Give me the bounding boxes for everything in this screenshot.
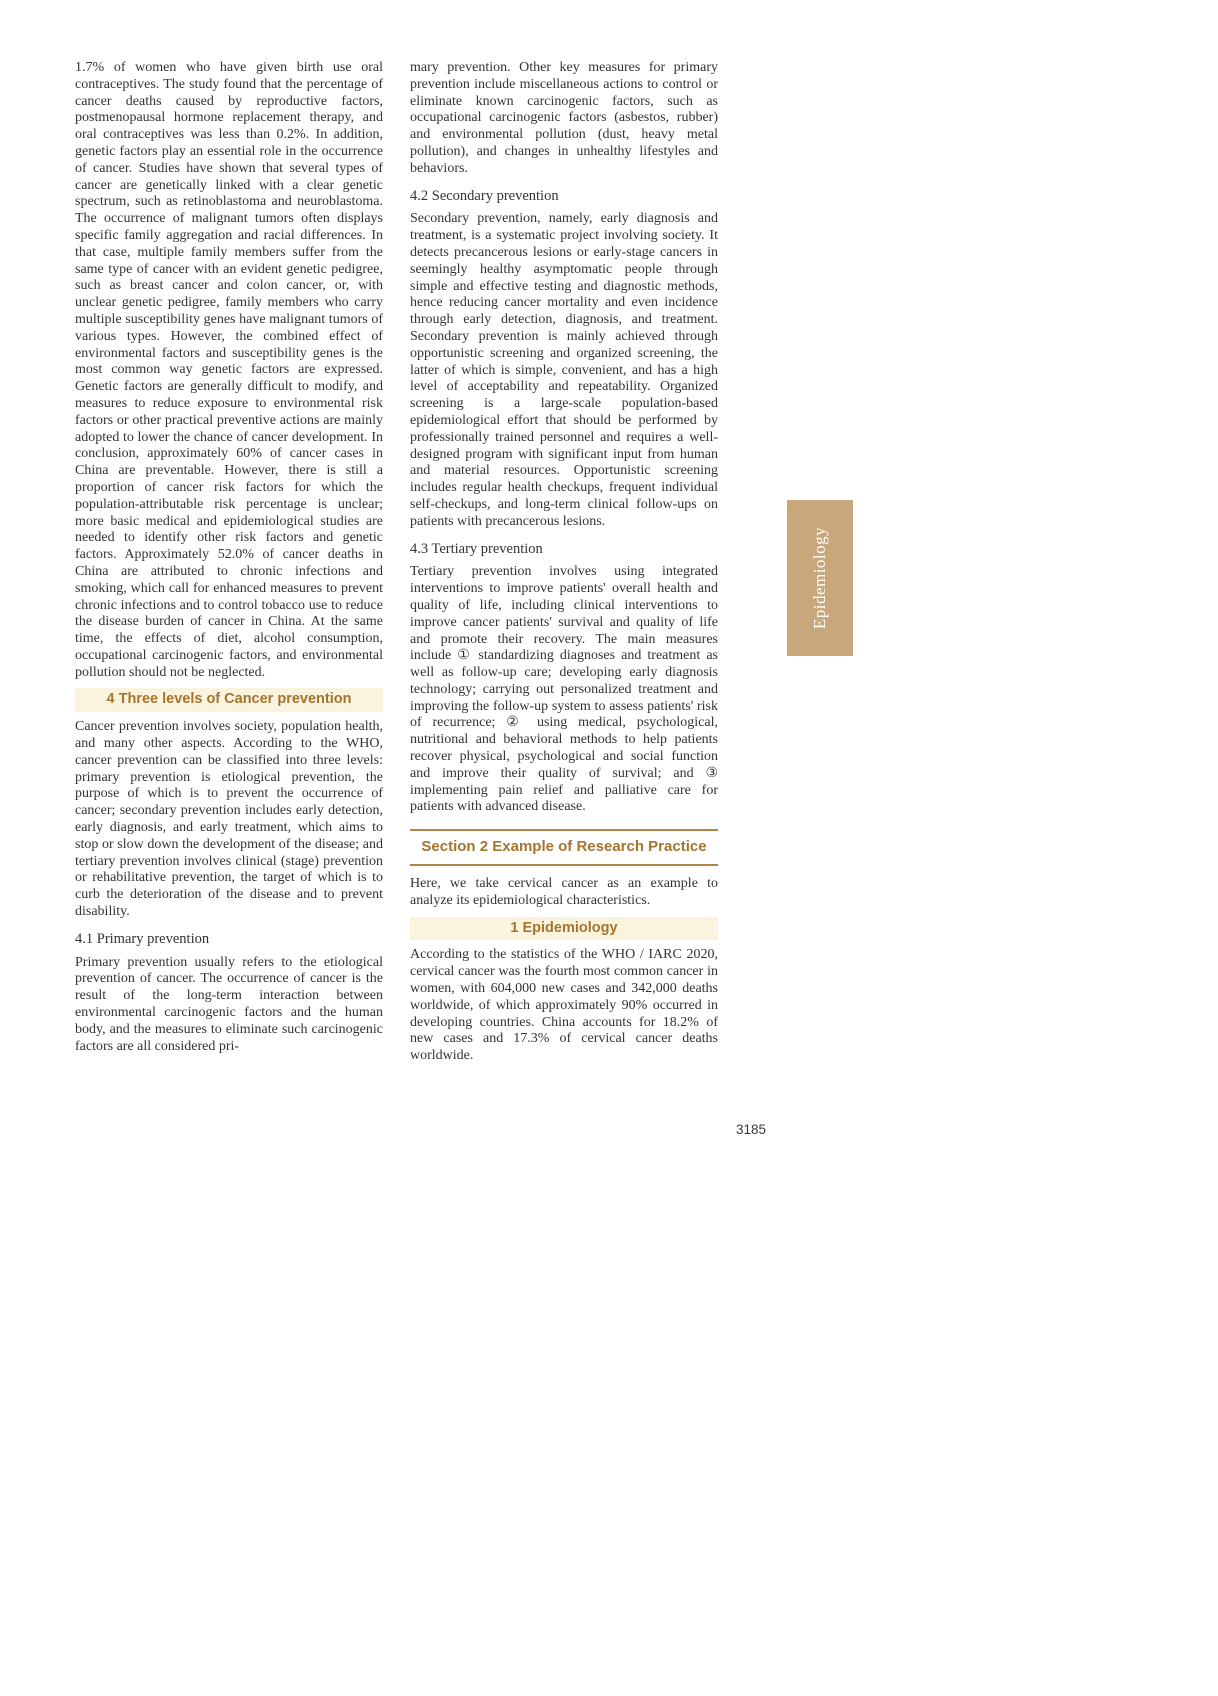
section-2-title: Section 2 Example of Research Practice: [410, 829, 718, 866]
chapter-side-tab: [787, 500, 853, 656]
heading-tertiary-prevention: 4.3 Tertiary prevention: [410, 540, 543, 557]
right-column: [410, 60, 718, 1070]
left-column: [75, 60, 383, 1060]
paragraph-secondary-prevention: Secondary prevention, namely, early diagnosis and treatment, is a systematic project involving society. It detects precancerous lesions or early-stage cancers in seemingly healthy asymptomatic people through simple and effective testing and diagnostic methods, hence reducing cancer mortality and even incidence through early detection, diagnosis, and treatment. Secondary prevention is mainly achieved through opportunistic screening and organized screening, the latter of which is simple, convenient, and has a high level of acceptability and repeatability. Organized screening is a large-scale population-based epidemiological effort that should be performed by professionally trained personnel and requires a well-designed program with significant input from human and material resources. Opportunistic screening includes regular health checkups, frequent individual self-checkups, and long-term clinical follow-ups on patients with precancerous lesions.: [410, 211, 718, 529]
page-number: 3185: [736, 1122, 767, 1137]
paragraph-tertiary-prevention: Tertiary prevention involves using integrated interventions to improve patients' overall health and quality of life, including clinical interventions to improve cancer patients' survival and quality of life and promote their recovery. The main measures include ① standardizing diagnoses and treatment as well as follow-up care; developing early diagnosis technology; carrying out personalized treatment and improving the follow-up system to assess patients' risk of recurrence; ② using medical, psychological, nutritional and behavioral methods to help patients recover physical, psychological and social function and improve their quality of survival; and ③ implementing pain relief and palliative care for patients with advanced disease.: [410, 564, 718, 815]
paragraph-genetic-factors: 1.7% of women who have given birth use oral contraceptives. The study found that the percentage of cancer deaths caused by reproductive factors, postmenopausal hormone replacement therapy, and oral contraceptives was less than 0.2%. In addition, genetic factors play an essential role in the occurrence of cancer. Studies have shown that several types of cancer are genetically linked with a clear genetic spectrum, such as retinoblastoma and neuroblastoma. The occurrence of malignant tumors often displays specific family aggregation and racial differences. In that case, multiple family members suffer from the same type of cancer with an evident genetic pedigree, such as breast cancer and colon cancer, or, with unclear genetic pedigree, family members who carry multiple susceptibility genes have malignant tumors of various types. However, the combined effect of environmental factors and susceptibility genes is the most common way genetic factors are expressed. Genetic factors are generally difficult to modify, and measures to reduce exposure to environmental risk factors or other practical preventive actions are mainly adopted to lower the chance of cancer development. In conclusion, approximately 60% of cancer cases in China are preventable. However, there is still a proportion of cancer risk factors for which the population-attributable risk percentage is unclear; more basic medical and epidemiological studies are needed to identify other risk factors and genetic factors. Approximately 52.0% of cancer deaths in China are attributed to chronic infections and smoking, which call for enhanced measures to prevent chronic infections and to control tobacco use to reduce the disease burden of cancer in China. At the same time, the effects of diet, alcohol consumption, occupational carcinogenic factors, and environmental pollution should not be neglected.: [75, 60, 383, 680]
heading-three-levels: 4 Three levels of Cancer prevention: [75, 688, 383, 712]
paragraph-primary-prevention-continued: mary prevention. Other key measures for primary prevention include miscellaneous actions to control or eliminate known carcinogenic factors, such as occupational carcinogenic factors (asbestos, rubber) and environmental pollution (dust, heavy metal pollution), and changes in unhealthy lifestyles and behaviors.: [410, 60, 718, 176]
heading-epidemiology: 1 Epidemiology: [410, 917, 718, 941]
paragraph-section-2-intro: Here, we take cervical cancer as an example to analyze its epidemiological characteristics.: [410, 876, 718, 908]
paragraph-primary-prevention: Primary prevention usually refers to the etiological prevention of cancer. The occurrence of cancer is the result of the long-term interaction between environmental carcinogenic factors and the human body, and the measures to eliminate such carcinogenic factors are all considered pri-: [75, 954, 383, 1054]
chapter-side-tab-label: Epidemiology: [810, 526, 830, 630]
paragraph-three-levels: Cancer prevention involves society, population health, and many other aspects. According to the WHO, cancer prevention can be classified into three levels: primary prevention is etiological prevention, the purpose of which is to prevent the occurrence of cancer; secondary prevention includes early detection, early diagnosis, and early treatment, which aims to stop or slow down the development of the disease; and tertiary prevention involves clinical (stage) prevention or rehabilitative prevention, the target of which is to curb the deterioration of the disease and to prevent disability.: [75, 719, 383, 920]
paragraph-epidemiology: According to the statistics of the WHO / IARC 2020, cervical cancer was the fourth most common cancer in women, with 604,000 new cases and 342,000 deaths worldwide, of which approximately 90% occurred in developing countries. China accounts for 18.2% of new cases and 17.3% of cervical cancer deaths worldwide.: [410, 947, 718, 1064]
heading-primary-prevention: 4.1 Primary prevention: [75, 930, 210, 947]
heading-secondary-prevention: 4.2 Secondary prevention: [410, 187, 559, 204]
